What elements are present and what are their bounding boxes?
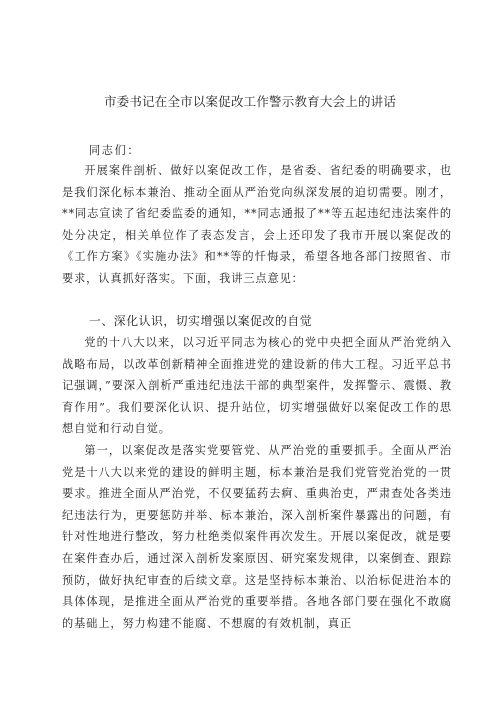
section-heading-1: 一、深化认识，切实增强以案促改的自觉 bbox=[89, 314, 313, 328]
paragraph-intro: 开展案件剖析、做好以案促改工作，是省委、省纪委的明确要求，也是我们深化标本兼治、推动全面从严治党向纵深发展的迫切需要。刚才，**同志宣读了省纪委监委的通知，**同志通报了**等五起违纪违法案件的处分决定，相关单位作了表态发言，会上还印发了我市开展以案促改的《工作方案》《实施办法》和**等的忏悔录，希望各地各部门按照省、市要求，认真抓好落实。下面，我讲三点意见： bbox=[62, 164, 452, 285]
paragraph-section1-b: 第一，以案促改是落实党要管党、从严治党的重要抓手。全面从严治党是十八大以来党的建设的鲜明主题，标本兼治是我们党管党治党的一贯要求。推进全面从严治党，不仅要猛药去痾、重典治吏，严肃查处各类违纪违法行为，更要惩防并举、标本兼治，深入剖析案件暴露出的问题，有针对性地进行整改，努力杜绝类似案件再次发生。开展以案促改，就是要在案件查办后，通过深入剖析发案原因、研究案发规律，以案倒查、跟踪预防，做好执纪审查的后续文章。这是坚持标本兼治、以治标促进治本的具体体现，是推进全面从严治党的重要举措。各地各部门要在强化不敢腐的基础上，努力构建不能腐、不想腐的有效机制，真正 bbox=[62, 444, 452, 630]
salutation: 同志们： bbox=[89, 144, 141, 157]
document-title: 市委书记在全市以案促改工作警示教育大会上的讲话 bbox=[103, 94, 397, 109]
paragraph-section1-a: 党的十八大以来，以习近平同志为核心的党中央把全面从严治党纳入战略布局，以改革创新精神全面推进党的建设新的伟大工程。习近平总书记强调，”要深入剖析严重违纪违法干部的典型案件，发挥警示、震慑、教育作用”。我们要深化认识、提升站位，切实增强做好以案促改工作的思想自觉和行动自觉。 bbox=[62, 336, 452, 436]
